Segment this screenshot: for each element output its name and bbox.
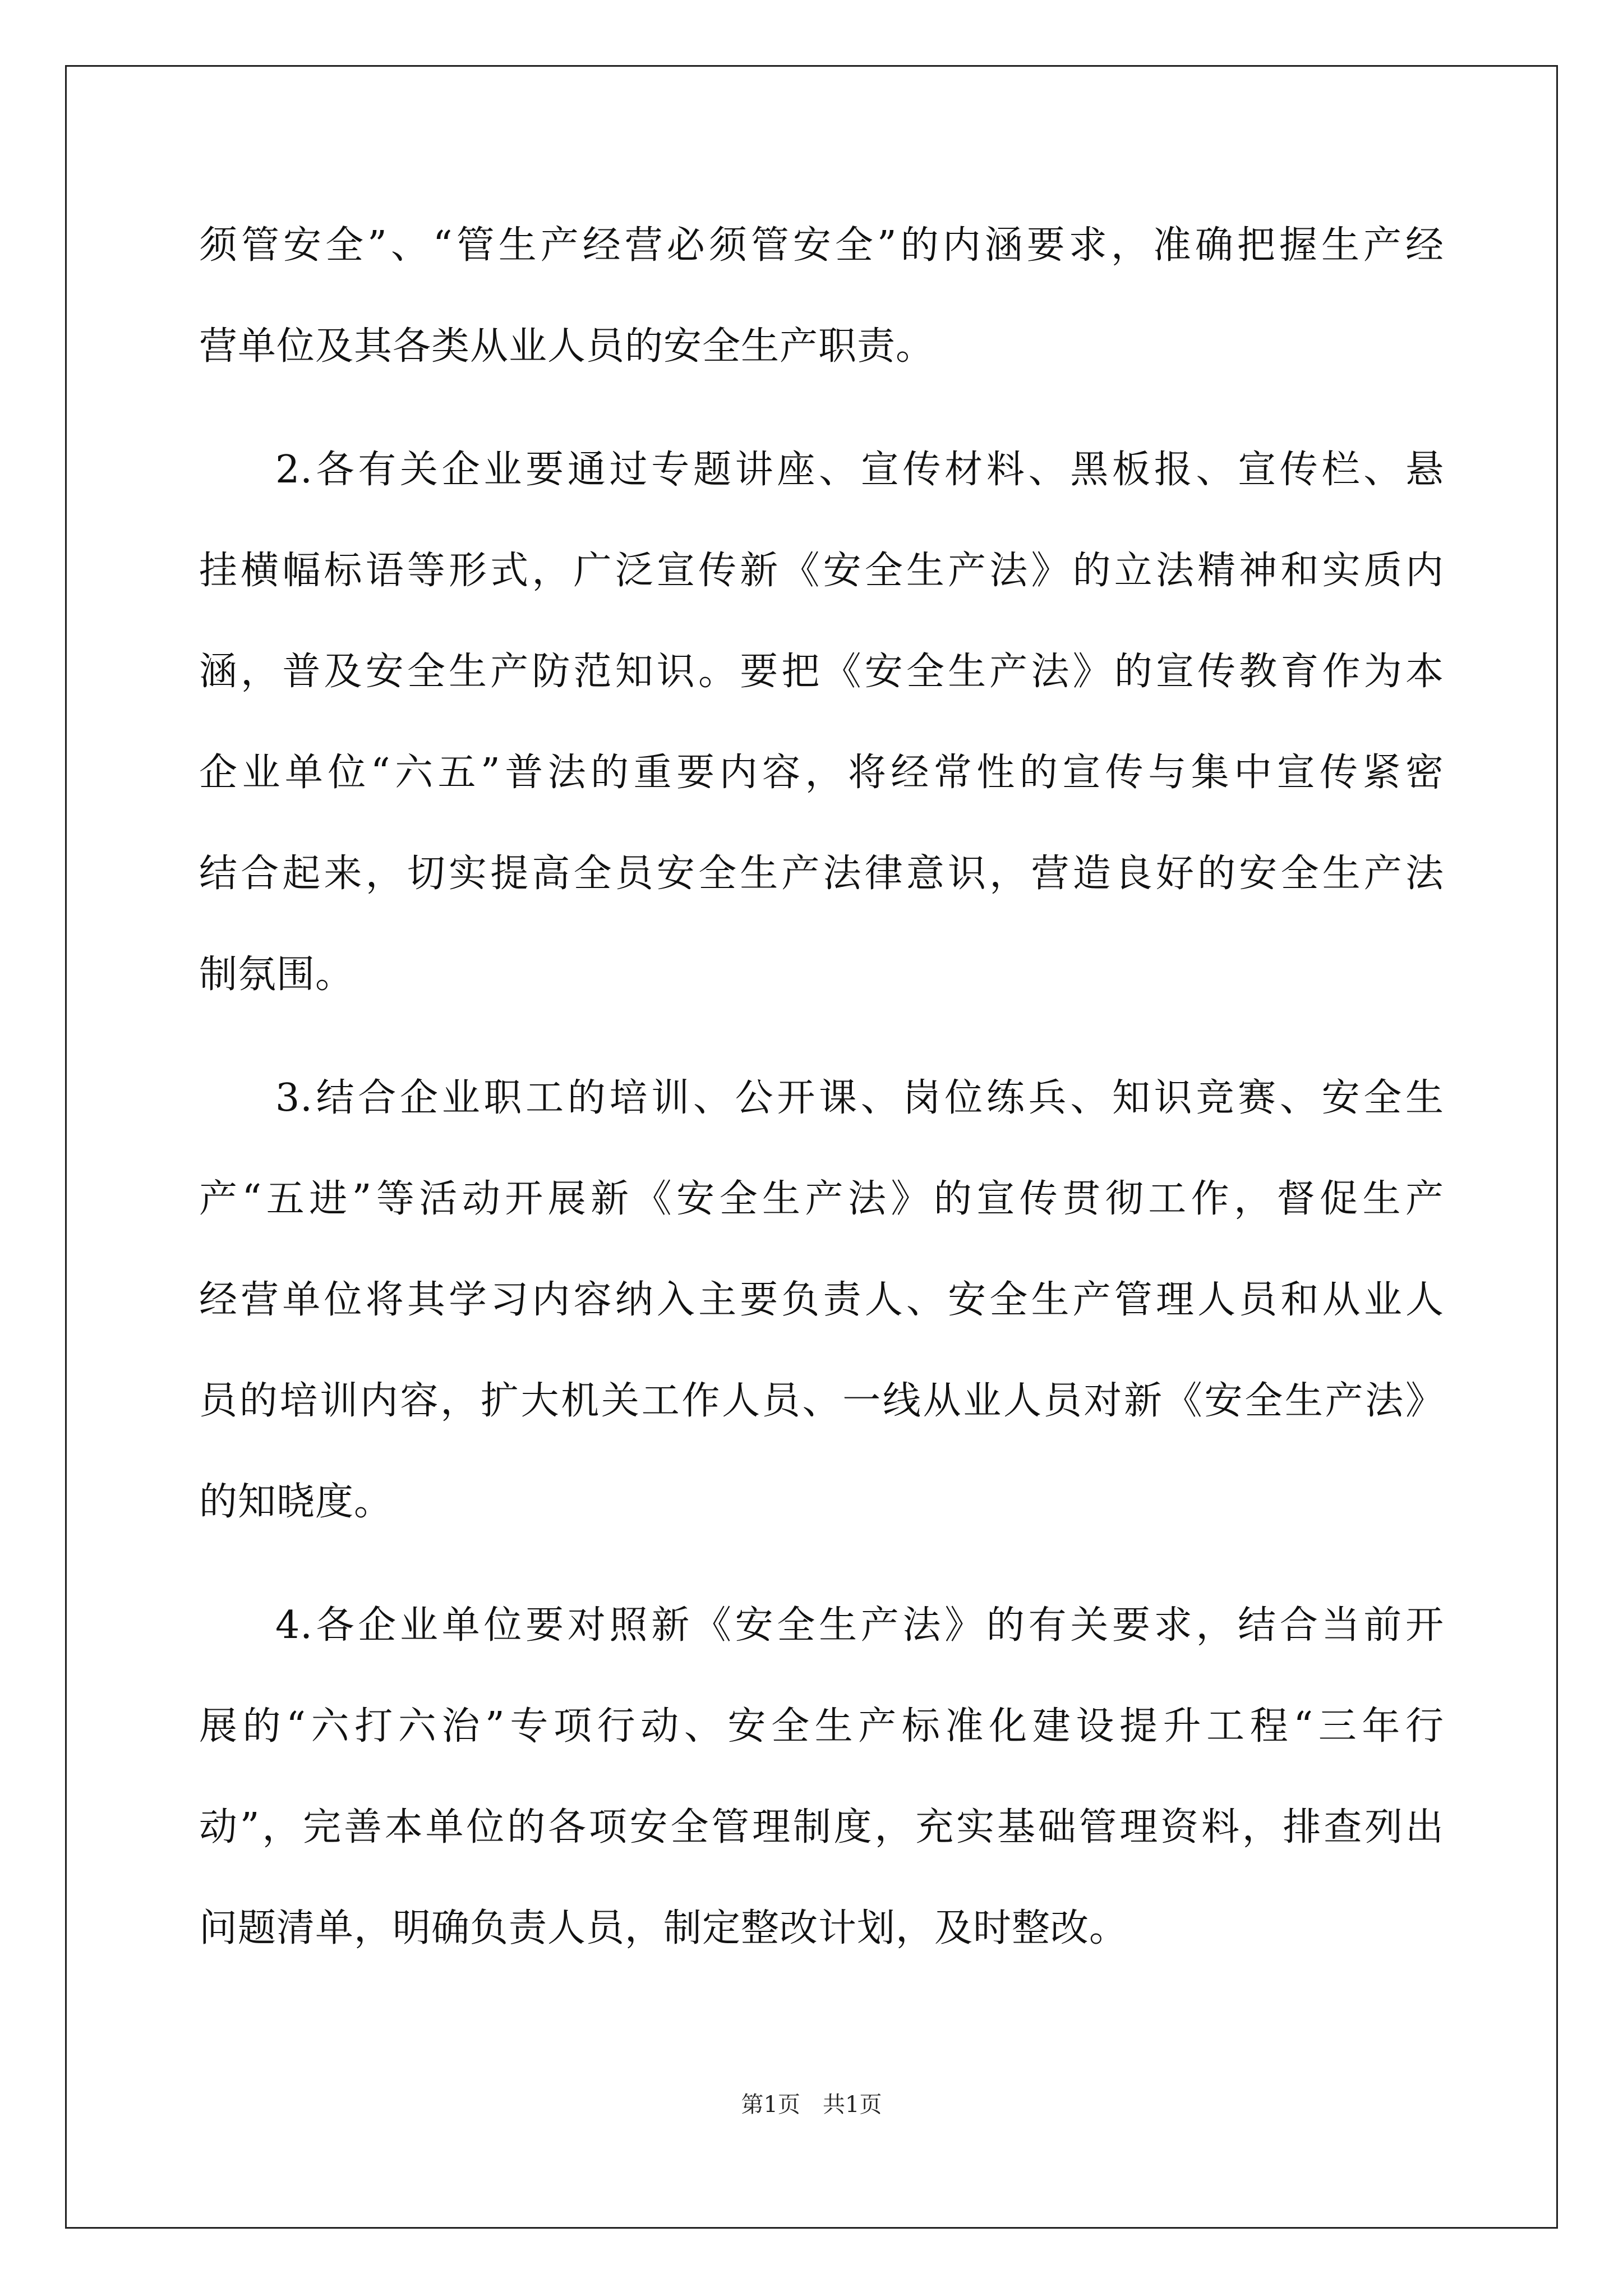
text-line: 展的“六打六治”专项行动、安全生产标准化建设提升工程“三年行	[199, 1704, 1444, 1749]
paragraph-3-start: 3.结合企业职工的培训、公开课、岗位练兵、知识竞赛、安全生	[275, 1076, 1444, 1120]
text-line: 的知晓度。	[199, 1480, 393, 1524]
page-footer: 第1页 共1页	[741, 2092, 882, 2118]
text-line: 挂横幅标语等形式，广泛宣传新《安全生产法》的立法精神和实质内	[199, 549, 1444, 593]
text-line: 员的培训内容，扩大机关工作人员、一线从业人员对新《安全生产法》	[199, 1379, 1444, 1423]
text-line: 产“五进”等活动开展新《安全生产法》的宣传贯彻工作，督促生产	[199, 1177, 1444, 1221]
text-line: 制氛围。	[199, 953, 354, 997]
text-line: 涵，普及安全生产防范知识。要把《安全生产法》的宣传教育作为本	[199, 650, 1444, 694]
paragraph-4-start: 4.各企业单位要对照新《安全生产法》的有关要求，结合当前开	[275, 1603, 1444, 1648]
text-line: 企业单位“六五”普法的重要内容，将经常性的宣传与集中宣传紧密	[199, 751, 1444, 795]
paragraph-2-start: 2.各有关企业要通过专题讲座、宣传材料、黑板报、宣传栏、悬	[275, 448, 1444, 492]
text-line: 经营单位将其学习内容纳入主要负责人、安全生产管理人员和从业人	[199, 1278, 1444, 1322]
text-line: 营单位及其各类从业人员的安全生产职责。	[199, 324, 935, 369]
text-line: 问题清单，明确负责人员，制定整改计划，及时整改。	[199, 1906, 1128, 1950]
text-line: 须管安全”、“管生产经营必须管安全”的内涵要求，准确把握生产经	[199, 223, 1444, 268]
text-line: 结合起来，切实提高全员安全生产法律意识，营造良好的安全生产法	[199, 852, 1444, 896]
text-line: 动”，完善本单位的各项安全管理制度，充实基础管理资料，排查列出	[199, 1805, 1444, 1849]
